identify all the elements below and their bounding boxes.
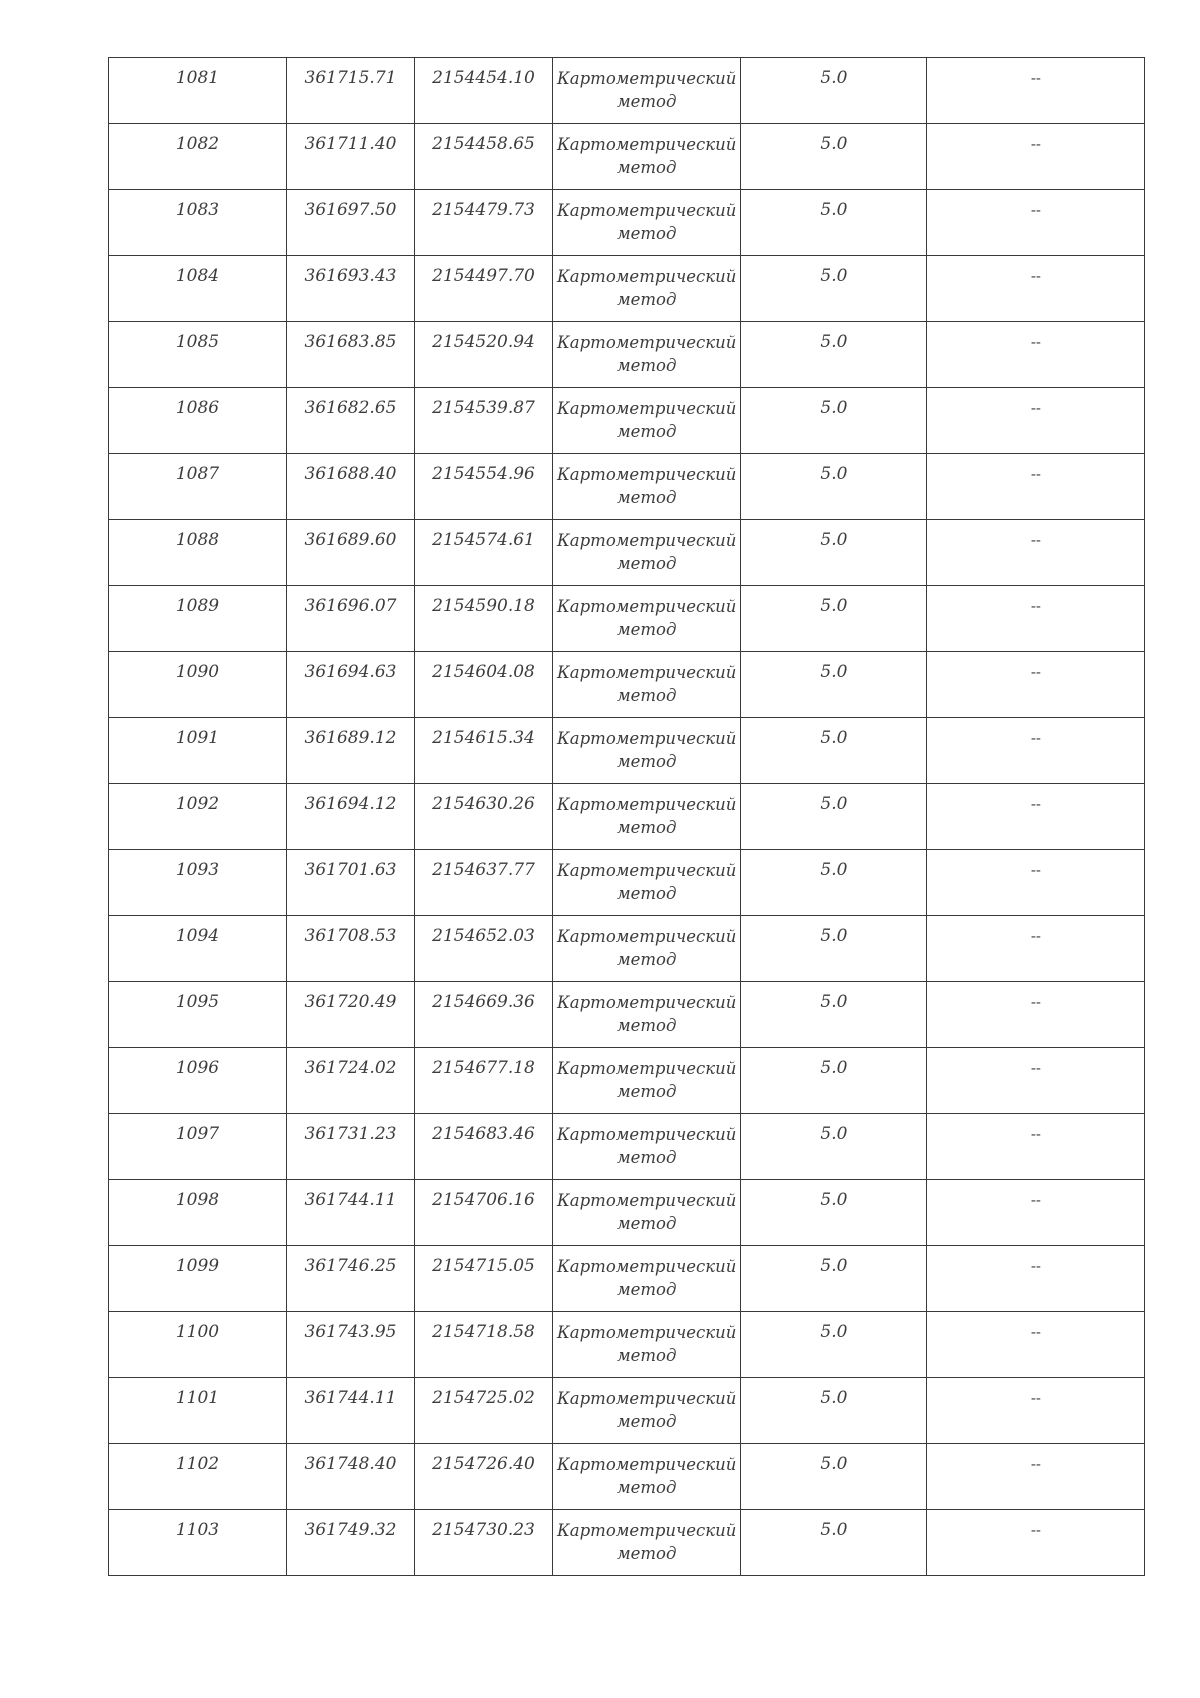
point-number-cell: 1098 <box>109 1180 287 1246</box>
method-line-2: метод <box>616 1082 677 1101</box>
y-coordinate-cell: 2154637.77 <box>415 850 553 916</box>
accuracy-cell: 5.0 <box>741 982 927 1048</box>
y-coordinate-cell: 2154726.40 <box>415 1444 553 1510</box>
accuracy-cell: 5.0 <box>741 1048 927 1114</box>
table-row <box>109 124 1145 190</box>
method-line-2: метод <box>616 884 677 903</box>
accuracy-cell: 5.0 <box>741 1510 927 1576</box>
accuracy-cell: 5.0 <box>741 850 927 916</box>
method-cell <box>553 256 741 322</box>
method-cell <box>553 1444 741 1510</box>
y-coordinate-cell: 2154574.61 <box>415 520 553 586</box>
accuracy-cell: 5.0 <box>741 1114 927 1180</box>
note-cell: -- <box>927 190 1145 256</box>
method-line-1: Картометрический <box>557 69 737 88</box>
method-cell <box>553 1312 741 1378</box>
point-number-cell: 1084 <box>109 256 287 322</box>
method-line-1: Картометрический <box>557 663 737 682</box>
note-cell: -- <box>927 1180 1145 1246</box>
method-cell <box>553 388 741 454</box>
table-row <box>109 1312 1145 1378</box>
accuracy-cell: 5.0 <box>741 190 927 256</box>
x-coordinate-cell: 361711.40 <box>287 124 415 190</box>
y-coordinate-cell: 2154718.58 <box>415 1312 553 1378</box>
method-line-1: Картометрический <box>557 399 737 418</box>
table-row <box>109 652 1145 718</box>
x-coordinate-cell: 361694.63 <box>287 652 415 718</box>
method-line-2: метод <box>616 620 677 639</box>
note-cell: -- <box>927 1444 1145 1510</box>
x-coordinate-cell: 361749.32 <box>287 1510 415 1576</box>
accuracy-cell: 5.0 <box>741 652 927 718</box>
x-coordinate-cell: 361724.02 <box>287 1048 415 1114</box>
table-row <box>109 388 1145 454</box>
table-row <box>109 190 1145 256</box>
note-cell: -- <box>927 916 1145 982</box>
point-number-cell: 1095 <box>109 982 287 1048</box>
method-cell <box>553 982 741 1048</box>
y-coordinate-cell: 2154604.08 <box>415 652 553 718</box>
x-coordinate-cell: 361682.65 <box>287 388 415 454</box>
point-number-cell: 1100 <box>109 1312 287 1378</box>
method-line-1: Картометрический <box>557 927 737 946</box>
y-coordinate-cell: 2154497.70 <box>415 256 553 322</box>
method-cell <box>553 1510 741 1576</box>
note-cell: -- <box>927 388 1145 454</box>
y-coordinate-cell: 2154730.23 <box>415 1510 553 1576</box>
table-row <box>109 1510 1145 1576</box>
method-cell <box>553 190 741 256</box>
x-coordinate-cell: 361744.11 <box>287 1378 415 1444</box>
point-number-cell: 1088 <box>109 520 287 586</box>
method-cell <box>553 1378 741 1444</box>
method-line-1: Картометрический <box>557 1257 737 1276</box>
y-coordinate-cell: 2154479.73 <box>415 190 553 256</box>
point-number-cell: 1086 <box>109 388 287 454</box>
accuracy-cell: 5.0 <box>741 718 927 784</box>
y-coordinate-cell: 2154725.02 <box>415 1378 553 1444</box>
y-coordinate-cell: 2154454.10 <box>415 58 553 124</box>
x-coordinate-cell: 361746.25 <box>287 1246 415 1312</box>
method-cell <box>553 1180 741 1246</box>
method-line-1: Картометрический <box>557 267 737 286</box>
accuracy-cell: 5.0 <box>741 256 927 322</box>
x-coordinate-cell: 361701.63 <box>287 850 415 916</box>
note-cell: -- <box>927 586 1145 652</box>
y-coordinate-cell: 2154715.05 <box>415 1246 553 1312</box>
table-row <box>109 520 1145 586</box>
x-coordinate-cell: 361743.95 <box>287 1312 415 1378</box>
method-line-2: метод <box>616 1214 677 1233</box>
method-line-1: Картометрический <box>557 795 737 814</box>
point-number-cell: 1089 <box>109 586 287 652</box>
method-cell <box>553 586 741 652</box>
method-cell <box>553 322 741 388</box>
accuracy-cell: 5.0 <box>741 1246 927 1312</box>
method-line-1: Картометрический <box>557 135 737 154</box>
method-line-1: Картометрический <box>557 861 737 880</box>
method-line-2: метод <box>616 488 677 507</box>
y-coordinate-cell: 2154706.16 <box>415 1180 553 1246</box>
coordinates-table-body <box>109 58 1145 1576</box>
x-coordinate-cell: 361708.53 <box>287 916 415 982</box>
method-line-2: метод <box>616 1544 677 1563</box>
method-line-2: метод <box>616 92 677 111</box>
point-number-cell: 1103 <box>109 1510 287 1576</box>
method-cell <box>553 1246 741 1312</box>
point-number-cell: 1082 <box>109 124 287 190</box>
method-line-2: метод <box>616 752 677 771</box>
method-cell <box>553 1048 741 1114</box>
point-number-cell: 1096 <box>109 1048 287 1114</box>
method-line-2: метод <box>616 1412 677 1431</box>
y-coordinate-cell: 2154520.94 <box>415 322 553 388</box>
note-cell: -- <box>927 982 1145 1048</box>
method-line-2: метод <box>616 1280 677 1299</box>
method-line-1: Картометрический <box>557 729 737 748</box>
accuracy-cell: 5.0 <box>741 520 927 586</box>
table-row <box>109 256 1145 322</box>
accuracy-cell: 5.0 <box>741 454 927 520</box>
table-row <box>109 1180 1145 1246</box>
table-row <box>109 718 1145 784</box>
method-cell <box>553 124 741 190</box>
note-cell: -- <box>927 784 1145 850</box>
accuracy-cell: 5.0 <box>741 1180 927 1246</box>
note-cell: -- <box>927 124 1145 190</box>
y-coordinate-cell: 2154683.46 <box>415 1114 553 1180</box>
method-cell <box>553 850 741 916</box>
x-coordinate-cell: 361689.12 <box>287 718 415 784</box>
method-line-2: метод <box>616 422 677 441</box>
point-number-cell: 1094 <box>109 916 287 982</box>
y-coordinate-cell: 2154652.03 <box>415 916 553 982</box>
accuracy-cell: 5.0 <box>741 1444 927 1510</box>
point-number-cell: 1087 <box>109 454 287 520</box>
y-coordinate-cell: 2154539.87 <box>415 388 553 454</box>
table-row <box>109 850 1145 916</box>
method-cell <box>553 520 741 586</box>
note-cell: -- <box>927 256 1145 322</box>
method-line-1: Картометрический <box>557 1389 737 1408</box>
y-coordinate-cell: 2154615.34 <box>415 718 553 784</box>
point-number-cell: 1083 <box>109 190 287 256</box>
accuracy-cell: 5.0 <box>741 586 927 652</box>
accuracy-cell: 5.0 <box>741 58 927 124</box>
method-cell <box>553 454 741 520</box>
point-number-cell: 1085 <box>109 322 287 388</box>
note-cell: -- <box>927 1048 1145 1114</box>
note-cell: -- <box>927 850 1145 916</box>
table-row <box>109 784 1145 850</box>
accuracy-cell: 5.0 <box>741 388 927 454</box>
method-line-1: Картометрический <box>557 531 737 550</box>
accuracy-cell: 5.0 <box>741 784 927 850</box>
method-line-1: Картометрический <box>557 201 737 220</box>
point-number-cell: 1101 <box>109 1378 287 1444</box>
note-cell: -- <box>927 652 1145 718</box>
method-line-1: Картометрический <box>557 993 737 1012</box>
method-line-1: Картометрический <box>557 597 737 616</box>
coordinates-table <box>108 57 1145 1576</box>
method-line-2: метод <box>616 158 677 177</box>
note-cell: -- <box>927 1246 1145 1312</box>
x-coordinate-cell: 361688.40 <box>287 454 415 520</box>
method-cell <box>553 1114 741 1180</box>
x-coordinate-cell: 361693.43 <box>287 256 415 322</box>
table-row <box>109 916 1145 982</box>
note-cell: -- <box>927 1510 1145 1576</box>
table-row <box>109 322 1145 388</box>
method-line-1: Картометрический <box>557 1191 737 1210</box>
point-number-cell: 1090 <box>109 652 287 718</box>
method-line-1: Картометрический <box>557 333 737 352</box>
point-number-cell: 1099 <box>109 1246 287 1312</box>
method-line-1: Картометрический <box>557 1125 737 1144</box>
y-coordinate-cell: 2154590.18 <box>415 586 553 652</box>
x-coordinate-cell: 361731.23 <box>287 1114 415 1180</box>
y-coordinate-cell: 2154677.18 <box>415 1048 553 1114</box>
method-line-2: метод <box>616 224 677 243</box>
point-number-cell: 1102 <box>109 1444 287 1510</box>
note-cell: -- <box>927 322 1145 388</box>
method-line-2: метод <box>616 686 677 705</box>
x-coordinate-cell: 361720.49 <box>287 982 415 1048</box>
table-row <box>109 982 1145 1048</box>
y-coordinate-cell: 2154458.65 <box>415 124 553 190</box>
method-line-1: Картометрический <box>557 1521 737 1540</box>
y-coordinate-cell: 2154630.26 <box>415 784 553 850</box>
note-cell: -- <box>927 58 1145 124</box>
method-line-2: метод <box>616 356 677 375</box>
method-cell <box>553 718 741 784</box>
method-line-2: метод <box>616 1016 677 1035</box>
y-coordinate-cell: 2154669.36 <box>415 982 553 1048</box>
note-cell: -- <box>927 1378 1145 1444</box>
method-cell <box>553 784 741 850</box>
method-line-2: метод <box>616 1148 677 1167</box>
point-number-cell: 1097 <box>109 1114 287 1180</box>
method-line-2: метод <box>616 1346 677 1365</box>
x-coordinate-cell: 361697.50 <box>287 190 415 256</box>
table-row <box>109 454 1145 520</box>
table-row <box>109 58 1145 124</box>
note-cell: -- <box>927 1312 1145 1378</box>
accuracy-cell: 5.0 <box>741 322 927 388</box>
table-row <box>109 586 1145 652</box>
accuracy-cell: 5.0 <box>741 124 927 190</box>
method-line-1: Картометрический <box>557 1323 737 1342</box>
table-row <box>109 1246 1145 1312</box>
note-cell: -- <box>927 718 1145 784</box>
point-number-cell: 1093 <box>109 850 287 916</box>
method-line-2: метод <box>616 290 677 309</box>
x-coordinate-cell: 361744.11 <box>287 1180 415 1246</box>
table-row <box>109 1378 1145 1444</box>
accuracy-cell: 5.0 <box>741 916 927 982</box>
method-line-1: Картометрический <box>557 465 737 484</box>
method-line-1: Картометрический <box>557 1455 737 1474</box>
x-coordinate-cell: 361748.40 <box>287 1444 415 1510</box>
table-row <box>109 1048 1145 1114</box>
x-coordinate-cell: 361715.71 <box>287 58 415 124</box>
method-line-2: метод <box>616 818 677 837</box>
point-number-cell: 1091 <box>109 718 287 784</box>
x-coordinate-cell: 361689.60 <box>287 520 415 586</box>
method-line-2: метод <box>616 1478 677 1497</box>
method-line-2: метод <box>616 950 677 969</box>
method-cell <box>553 652 741 718</box>
note-cell: -- <box>927 1114 1145 1180</box>
accuracy-cell: 5.0 <box>741 1312 927 1378</box>
method-cell <box>553 58 741 124</box>
table-row <box>109 1114 1145 1180</box>
method-line-1: Картометрический <box>557 1059 737 1078</box>
note-cell: -- <box>927 520 1145 586</box>
accuracy-cell: 5.0 <box>741 1378 927 1444</box>
x-coordinate-cell: 361694.12 <box>287 784 415 850</box>
point-number-cell: 1092 <box>109 784 287 850</box>
note-cell: -- <box>927 454 1145 520</box>
method-cell <box>553 916 741 982</box>
table-row <box>109 1444 1145 1510</box>
x-coordinate-cell: 361696.07 <box>287 586 415 652</box>
y-coordinate-cell: 2154554.96 <box>415 454 553 520</box>
point-number-cell: 1081 <box>109 58 287 124</box>
x-coordinate-cell: 361683.85 <box>287 322 415 388</box>
method-line-2: метод <box>616 554 677 573</box>
